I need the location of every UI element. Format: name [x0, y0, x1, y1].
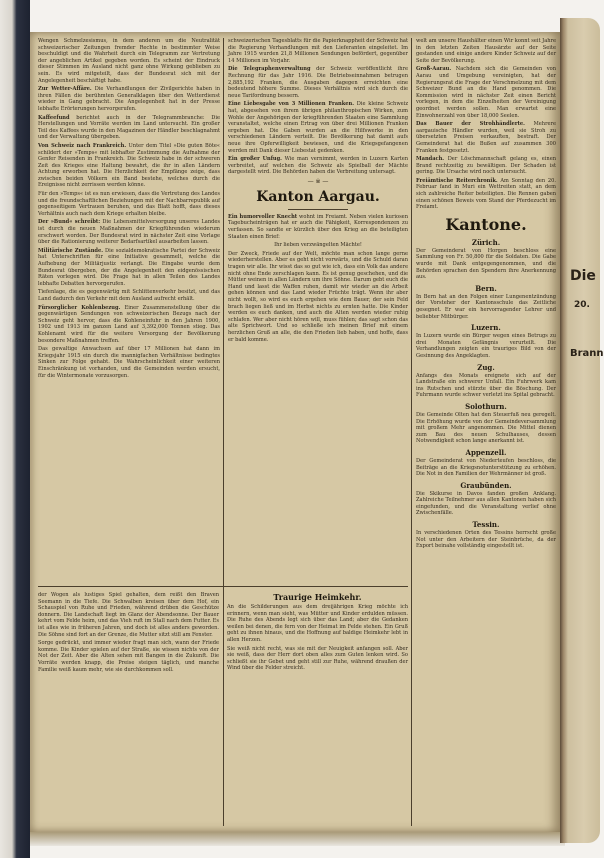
place-heading: Bern.	[475, 283, 497, 293]
column-rule	[411, 38, 412, 826]
article-body: Der Löschmannschaft gelang es, einen Brand rechtzeitig zu bewältigen. Der Schaden ist gering. Die Ursache wird noch untersucht.	[416, 156, 556, 176]
article-title: Die Telegraphenverwaltung	[228, 66, 311, 73]
article-body: Sorge gedrückt, und immer wieder fragt man sich, wann der Friede komme. Die Kinder spielen auf der Straße, sie wissen nichts von der Not der Zeit. Aber die Alten sehen mit Bangen in die Zukunft. Die Vorräte werden knapp, die Preise steigen täglich, und manche Familie weiß kaum mehr, wie sie durchkommen soll.	[38, 640, 219, 673]
article	[416, 121, 556, 154]
article-body: Wie man vernimmt, werden in Luzern Karten verbreitet, auf welchen die Schweiz als Spielball der Mächte dargestellt wird. Die Behörden haben die Verbreitung untersagt.	[228, 156, 408, 176]
article	[38, 219, 220, 245]
article-body: Die kleine Schweiz hat, abgesehen von ihrem übrigen philanthropischen Wirken, zum Wohle der Angehörigen der kriegführenden Staaten eine Sammlung veranstaltet, welche einen Ertrag von über drei Millionen Franken ergeben hat. Die Gaben wurden an die Hilfswerke in den verschiedenen Ländern verteilt. Die Bevölkerung hat damit aufs neue ihre Opferwilligkeit bewiesen, und die Kriegsgefangenen werden mit Dank dieser Liebestat gedenken.	[228, 101, 409, 154]
article-title: Kaffeefund	[38, 114, 70, 121]
adjacent-page-fragment: Die	[570, 268, 596, 284]
article-intro: Wengen Schmelzesismus, in dem anderen um die Neutralität schweizerischer Zeitungen fremder Rechte in bestimmter Weise beschuldigt und die Wahrheit durch ein Telegramm zur Vertretung der angeblichen Artikel gegeben worden. Es scheint der Eindruck dieser Stimmen im Ausland nicht ganz ohne Wirkung geblieben zu sein. Es wird mitgeteilt, dass der Bundesrat sich mit der Angelegenheit beschäftigt habe.	[38, 38, 220, 84]
article-body: der Wogen als lustiges Spiel gehalten, dem reißt den Braven Seemann in die Tiefe. Die Schwalben kreisen über dem Hof, ein Schauspiel von Ruhe und Frieden, während drüben die Geschütze donnern. Die Landschaft liegt im Glanz der Abendsonne. Der Bauer kehrt vom Felde heim, und das Vieh ruft im Stall nach dem Futter. Es ist alles wie in früheren Jahren, und doch ist alles anders geworden. Die Söhne sind fort an der Grenze, die Mutter sitzt still am Fenster.	[38, 592, 219, 638]
feuilleton-section	[38, 592, 408, 828]
section-rule	[38, 586, 408, 587]
book-binding	[0, 0, 30, 858]
article-body: In Bern hat an den Folgen einer Lungenentzündung der Vorsteher der Kantonsschule das Zeitliche gesegnet. Er war ein hervorragender Lehrer und beliebter Mitbürger.	[416, 293, 556, 320]
place-heading: Graubünden.	[460, 480, 512, 490]
letter-salutation: Ihr lieben verzwängelten Mächte!	[274, 242, 362, 249]
article-body: Die Verhandlungen der Zivilgerichte haben in ihren Fällen die berühmten Generalklagen über den Wetterdienst wieder in Gang gebracht. Die Angelegenheit hat in der Presse lebhafte Erörterungen hervorgerufen.	[38, 86, 220, 112]
place-heading: Solothurn.	[465, 401, 507, 411]
article-body: Unter dem Titel »Die guten Böte« schildert der »Temps« mit lebhafter Zustimmung die Aufnahme der Genfer Reisenden in Frankreich. Die Schweiz habe in der schweren Zeit des Krieges eine Haltung bewahrt, die ihr in allen Ländern Achtung erworben hat. Die Herzlichkeit der Empfänge zeige, dass zwischen beiden Völkern ein Band bestehe, welches durch die Ereignisse nicht zerrissen werden könne.	[38, 142, 220, 189]
article-body: In verschiedenen Orten des Tessins herrscht große Not unter den Arbeitern der Steinbrüche, da der Export beinahe vollständig eingestellt ist.	[416, 530, 556, 550]
article	[228, 101, 408, 154]
article	[416, 156, 556, 176]
article-body: Die sozialdemokratische Partei der Schweiz hat Unterschriften für eine Initiative gesammelt, welche die Aufhebung der Militärjustiz verlangt. Die Eingabe wurde dem Bundesrat übergeben, der die Angelegenheit den eidgenössischen Räten vorlegen wird. Die Frage hat in allen Teilen des Landes lebhafte Debatten hervorgerufen.	[38, 247, 220, 287]
article-body: Mehrere aargauische Händler wurden, weil sie Stroh zu übersetzten Preisen verkauften, bestraft. Der Gemeinderat hat die Bußen auf zusammen 300 Franken festgesetzt.	[416, 121, 556, 154]
article	[416, 66, 556, 119]
article-body: Sie weiß nicht recht, was sie mit der Neuigkeit anfangen soll. Aber sie weiß, dass der Herr dort oben alles zum Guten lenken wird. So schließt sie ihr Gebet und geht still zur Ruhe, während draußen der Wind über die Felder streicht.	[227, 645, 408, 672]
article-body: Am Sonntag den 20. Februar fand in Muri ein Wettreiten statt, an dem sich zahlreiche Reiter beteiligten. Die Rennen gaben einen schönen Beweis vom Stand der Pferdezucht im Freiamt.	[416, 177, 556, 211]
article-body: wohnt im Freiamt. Neben vielen kuriosen Tagebucheinträgen hat er auch die Fähigkeit, Korrespondenzen zu verfassen. So sandte er kürzlich über den Krieg an die beteiligten Staaten einen Brief:	[228, 213, 408, 240]
article-title: Eine Liebesgabe von 3 Millionen Franken.	[228, 101, 354, 108]
article-body: Anfangs des Monats ereignete sich auf der Landstraße ein schwerer Unfall. Ein Fuhrwerk kam ins Rutschen und stürzte über die Böschung. Der Fuhrmann wurde schwer verletzt ins Spital gebracht.	[416, 372, 556, 399]
article-body: Das gewaltige Anwachsen auf über 17 Millionen hat dann im Kriegsjahr 1915 ein durch die mannigfachen Verhältnisse bedingtes Sinken zur Folge gehabt. Die Wahrscheinlichkeit einer weiteren Einschränkung ist vorhanden, und die Gemeinden werden ersucht, für die Wintermonate vorzusorgen.	[38, 346, 220, 379]
article	[38, 115, 220, 141]
article	[228, 156, 408, 176]
article	[228, 66, 408, 99]
adjacent-page-fragment: Brann	[570, 348, 604, 359]
adjacent-page-edge	[560, 18, 604, 843]
article-body: der Schweiz veröffentlicht ihre Rechnung für das Jahr 1916. Die Betriebseinnahmen betrugen 2,885,192 Franken, die Ausgaben dagegen erreichten eine bedeutend höhere Summe. Dieses Verhältnis wird sich durch die neue Tarifordnung bessern.	[228, 66, 408, 99]
page-edge-shadow	[30, 832, 565, 846]
article-body: Der Gemeinderat von Horgen beschloss eine Sammlung von Fr. 50,800 für die Soldaten. Die Gabe wurde mit Dank entgegengenommen, und die Behörden sprachen den Spendern ihre Anerkennung aus.	[416, 247, 556, 281]
place-heading: Zürich.	[471, 237, 501, 247]
article-body: An die Schilderungen aus dem dreijährigen Krieg möchte ich erinnern, wenn man sieht, was Mütter und Kinder erdulden müssen. Die Ruhe des Abends legt sich über das Land; aber die Gedanken weilen bei denen, die fern von der Heimat im Felde stehen. Ein Gruß geht zu ihnen hinaus, und die Hoffnung auf baldige Heimkehr lebt in allen Herzen.	[227, 604, 408, 643]
article-body: Die Skikurse in Davos fanden großen Anklang. Zahlreiche Teilnehmer aus allen Kantonen haben sich eingefunden, und die Veranstaltung verlief ohne Zwischenfälle.	[416, 490, 556, 517]
article-title: Mandach.	[416, 156, 445, 163]
article	[38, 305, 220, 345]
article	[38, 143, 220, 189]
article-title: Ein humorvoller Knecht	[228, 213, 298, 220]
article-title: Freiämtische Reiterchronik.	[416, 177, 498, 184]
article	[38, 248, 220, 288]
article	[416, 178, 556, 211]
separator: — ※ —	[307, 177, 329, 185]
feuilleton-headline: Traurige Heimkehr.	[273, 592, 362, 602]
article-title: Groß-Aarau.	[416, 66, 452, 73]
article-title: Das Bauer der Strohhändlerte.	[416, 121, 525, 128]
article-title: Ein großer Unfug.	[228, 156, 282, 163]
section-headline-kantone: Kantone.	[445, 214, 527, 234]
adjacent-page-fragment: 20.	[574, 300, 590, 310]
article-title: Militärische Zustände.	[38, 247, 104, 254]
article-body: berichtet auch in der Telegrammbranche: Die Herstellungen und Vorräte werden im Land untersucht. Ein großer Teil des Kaffees wurde in den Magazinen der Händler beschlagnahmt und der Verwaltung übergeben.	[38, 114, 220, 141]
article-intro: schweizerischen Tagesblatts für die Papierknappheit der Schweiz hat die Regierung Verhandlungen mit den Lieferanten eingeleitet. Im Jahre 1915 wurden 21,8 Millionen Sendungen befördert, gegenüber 14 Millionen im Vorjahr.	[228, 38, 408, 64]
article-title: Fürsorglicher Kohlenbezug.	[38, 304, 121, 311]
article-body: Für den »Temps« ist es nun erwiesen, dass die Vertretung des Landes und die freundschaftlichen Beziehungen mit der Nachbarrepublik auf gegenseitigem Vertrauen beruhen, und das Blatt hofft, dass dieses Verhältnis auch nach dem Kriege erhalten bleibe.	[38, 191, 220, 217]
headline-rule	[288, 209, 348, 210]
article-body: Tiefenlage, die es gegenwärtig mit Schlittenverkehr besitzt, und das Land dadurch den Verkehr mit dem Ausland aufrecht erhält.	[38, 289, 220, 302]
article-body: In Luzern wurde ein Bürger wegen eines Betrugs zu drei Monaten Gefängnis verurteilt. Die Verhandlungen zeigten ein trauriges Bild von der Gesinnung des Angeklagten.	[416, 333, 556, 359]
article-body: Der Gemeinderat von Niederteufen beschloss, die Beiträge an die Kriegsnotunterstützung zu erhöhen. Die Not in den Familien der Wehrmänner ist groß.	[416, 457, 556, 478]
column-right	[416, 38, 556, 798]
newspaper-page	[30, 32, 560, 832]
article-body: Nachdem sich die Gemeinden von Aarau und Umgebung vereinigten, hat der Regierungsrat die Frage der Verschmelzung mit dem Schweizer Bund an die Hand genommen. Die Kommission wird in nächster Zeit einen Bericht vorlegen, in dem die Einzelheiten der Vereinigung geordnet werden sollen. Man erwartet eine Einwohnerzahl von über 18,000 Seelen.	[416, 66, 557, 119]
column-left	[38, 38, 220, 584]
article-body: Einer Zusammenstellung über die gegenwärtigen Sendungen von schweizerischen Bezugs nach der Schweiz geht hervor, dass die Kohleneinfuhr in den Jahren 1900, 1902 und 1913 im ganzen Land auf 3,392,000 Tonnen stieg. Das Kohlenamt wird für die weitere Versorgung der Bevölkerung besondere Maßnahmen treffen.	[38, 304, 221, 344]
place-heading: Tessin.	[472, 520, 500, 530]
place-heading: Luzern.	[471, 323, 501, 333]
column-middle	[228, 38, 408, 584]
article-title: Von Schweiz nach Frankreich.	[38, 142, 127, 149]
article	[38, 86, 220, 112]
article	[228, 214, 408, 240]
article-intro: welt am unsere Haushälter einen Wir konnt seit Jahre in den letzten Zeiten Hausärzte auf der Seite gestanden und einige andere Kinder Schweiz auf der Seite der Bevölkerung.	[416, 38, 556, 64]
place-heading: Appenzell.	[465, 447, 507, 457]
place-heading: Zug.	[477, 362, 495, 372]
section-headline-aargau: Kanton Aargau.	[256, 188, 380, 205]
article-body: Die Lebensmittelversorgung unseres Landes ist durch die neuen Maßnahmen der Kriegführenden wiederum erschwert worden. Der Bundesrat wird in nächster Zeit eine Vorlage über die Rationierung weiterer Bedarfsartikel ausarbeiten lassen.	[38, 219, 221, 246]
article-title: Der »Bund« schreibt:	[38, 219, 101, 226]
feuilleton-columns	[38, 592, 408, 675]
article-body: Die Gemeinde Olten hat den Steuerfuß neu geregelt. Die Erhöhung wurde von der Gemeindeversammlung mit großem Mehr angenommen. Die Mittel dienen zum Bau des neuen Schulhauses, dessen Notwendigkeit schon lange anerkannt ist.	[416, 411, 556, 445]
article-title: Zur Wetter-Affäre.	[38, 86, 92, 93]
letter-body: Der Zweck, Friede auf der Welt, möchte man schon lange gerne wiederherstellen. Aber es geht nicht vorwärts, und die Schuld daran tragen wir alle. Ihr wisst das so gut wie ich, dass ein Volk das andere nicht ohne Ende zerschlagen kann. Es ist genug geschehen, und die Mütter weinen in allen Ländern um ihre Söhne. Darum gebt euch die Hand und lasst die Waffen ruhen, damit wir wieder an die Arbeit gehen können und das Land wieder Früchte trägt. Wenn ihr aber nicht wollt, so wird es euch ergehen wie dem Bauer, der sein Feld brach liegen ließ und im Herbst nichts zu ernten hatte. Die Kinder werden es euch danken, und auch die Alten werden wieder ruhig schlafen. Wer aber nicht hören will, muss fühlen; das sagt schon das alte Sprichwort. Und so schließe ich meinen Brief mit einem herzlichen Gruß an alle, die den Frieden lieb haben, und hoffe, dass er bald komme.	[228, 250, 408, 343]
